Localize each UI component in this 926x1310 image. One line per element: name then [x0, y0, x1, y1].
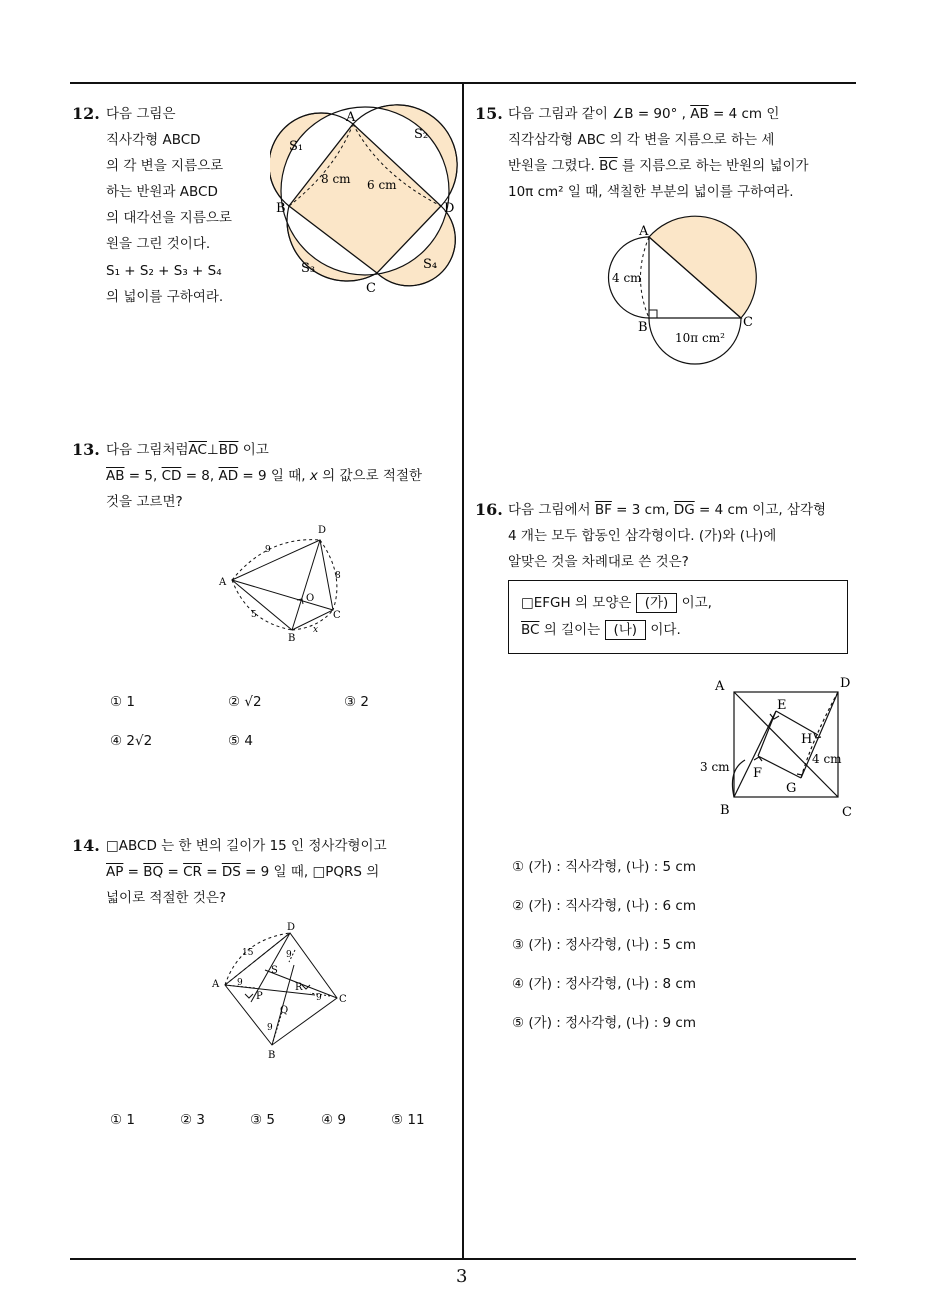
- q16-box-line1-post: 이고,: [677, 595, 712, 611]
- q14-number: 14.: [72, 836, 100, 855]
- q13-l2b: = 8,: [181, 468, 219, 484]
- q16-seg-DG: $\overline{DG}$: [673, 502, 695, 518]
- q15-line3: [508, 153, 809, 179]
- q15-right-angle: [649, 310, 657, 318]
- q13-label-A: A: [219, 577, 227, 588]
- q13-line1-post: 이고: [238, 442, 269, 458]
- q14-seg-CR: $\overline{CR}$: [183, 864, 202, 880]
- q16-label-F: F: [753, 766, 763, 781]
- q14-label-9a: 9: [237, 978, 243, 988]
- q12-label-6cm: 6 cm: [367, 178, 397, 192]
- q15-line1: [508, 101, 779, 127]
- q12-label-C: C: [366, 281, 376, 296]
- q14-line2-post: = 9 일 때, □PQRS 의: [240, 864, 380, 880]
- q14-option-1[interactable]: ① 1: [110, 1112, 135, 1128]
- q13-option-4[interactable]: ④ 2√2: [110, 733, 153, 749]
- q14-label-S: S: [271, 965, 278, 976]
- q13-label-B: B: [288, 633, 296, 644]
- q15-dashed-arc: [641, 237, 650, 318]
- q16-line2: 4 개는 모두 합동인 삼각형이다. (가)와 (나)에: [508, 528, 777, 544]
- q14-label-C: C: [339, 994, 347, 1005]
- q13-l2a: = 5,: [124, 468, 162, 484]
- q13-line2: [106, 463, 422, 489]
- q16-label-D: D: [840, 676, 851, 691]
- q13-perp: ⊥: [206, 442, 219, 458]
- q13-l2c: = 9 일 때,: [238, 468, 310, 484]
- q15-shaded-semicircle: [649, 216, 756, 318]
- q12-line3: 의 각 변을 지름으로: [106, 158, 224, 174]
- q16-line1-pre: 다음 그림에서: [508, 502, 595, 518]
- q15-number: 15.: [475, 104, 503, 123]
- q16-box-line1: [521, 592, 712, 614]
- q14-seg-DS: $\overline{DS}$: [221, 864, 241, 880]
- q15-label-4cm: 4 cm: [612, 271, 642, 285]
- q14-option-4[interactable]: ④ 9: [321, 1112, 346, 1128]
- q14-label-15: 15: [242, 948, 254, 958]
- q13-label-8: 8: [335, 571, 341, 581]
- q14-label-Q: Q: [280, 1005, 289, 1016]
- q16-blank-na: (나): [605, 620, 647, 640]
- bottom-rule: [70, 1258, 856, 1260]
- q14-label-B: B: [268, 1050, 276, 1061]
- q14-seg-BQ: $\overline{BQ}$: [143, 864, 164, 880]
- q15-line3-pre: 반원을 그렸다.: [508, 158, 600, 174]
- q12-label-B: B: [276, 201, 286, 216]
- q16-line1: [508, 497, 826, 523]
- q16-line1-post: = 4 cm 이고, 삼각형: [694, 502, 827, 518]
- page-number: 3: [456, 1266, 468, 1287]
- q14-eq3: =: [201, 864, 222, 880]
- q16-label-G: G: [786, 781, 797, 796]
- q16-box-seg-BC: $\overline{BC}$: [521, 622, 540, 638]
- q16-box-line2-post: 이다.: [646, 622, 681, 638]
- q14-option-3[interactable]: ③ 5: [250, 1112, 275, 1128]
- q13-label-D: D: [318, 525, 327, 536]
- q12-line8: 의 넓이를 구하여라.: [106, 289, 224, 305]
- q14-option-5[interactable]: ⑤ 11: [391, 1112, 425, 1128]
- q12-label-S1: S₁: [289, 139, 304, 154]
- q16-box-line2-pre: 의 길이는: [539, 622, 605, 638]
- q14-label-9d: 9: [267, 1023, 273, 1033]
- q15-label-B: B: [638, 320, 648, 335]
- q13-label-5: 5: [251, 610, 257, 620]
- q12-line2: 직사각형 ABCD: [106, 132, 201, 148]
- q14-label-R: R: [295, 982, 303, 993]
- q13-label-9: 9: [265, 545, 271, 555]
- q12-line1: 다음 그림은: [106, 106, 176, 122]
- q13-seg-AD: $\overline{AD}$: [218, 468, 239, 484]
- q15-line4: 10π cm² 일 때, 색칠한 부분의 넓이를 구하여라.: [508, 184, 794, 200]
- q15-seg-AB: $\overline{AB}$: [690, 106, 709, 122]
- q13-label-x: x: [313, 625, 319, 635]
- q16-label-E: E: [777, 698, 787, 713]
- q14-label-9b: 9: [286, 950, 292, 960]
- q13-option-2[interactable]: ② √2: [228, 694, 262, 710]
- q13-figure: [215, 520, 365, 645]
- q16-label-A: A: [715, 679, 725, 694]
- q16-label-4cm: 4 cm: [812, 752, 842, 766]
- q14-label-9c: 9: [316, 993, 322, 1003]
- q14-label-D: D: [287, 922, 296, 933]
- q16-option-2[interactable]: ② (가) : 직사각형, (나) : 6 cm: [512, 898, 697, 914]
- q13-label-C: C: [333, 610, 341, 621]
- q16-label-B: B: [720, 803, 730, 818]
- q16-blank-ga: (가): [636, 593, 678, 613]
- q12-line7: S₁ + S₂ + S₃ + S₄: [106, 263, 222, 279]
- q13-label-O: O: [306, 593, 315, 604]
- q13-option-1[interactable]: ① 1: [110, 694, 135, 710]
- q13-option-5[interactable]: ⑤ 4: [228, 733, 253, 749]
- q12-label-D: D: [444, 201, 455, 216]
- q12-line4: 하는 반원과 ABCD: [106, 184, 218, 200]
- q13-line1-pre: 다음 그림처럼: [106, 442, 189, 458]
- q16-label-3cm: 3 cm: [700, 760, 730, 774]
- q12-line5: 의 대각선을 지름으로: [106, 210, 232, 226]
- q14-eq1: =: [123, 864, 144, 880]
- q13-l2d: 의 값으로 적절한: [317, 468, 423, 484]
- q12-label-S4: S₄: [423, 257, 438, 272]
- q13-line1: [106, 437, 269, 463]
- q12-label-S3: S₃: [301, 261, 316, 276]
- q16-box-line2: [521, 619, 681, 641]
- q14-line2: [106, 859, 379, 885]
- q16-label-H: H: [801, 732, 813, 747]
- q15-line1-post: = 4 cm 인: [708, 106, 780, 122]
- q13-seg-CD: $\overline{CD}$: [161, 468, 182, 484]
- q13-seg-BD: $\overline{BD}$: [218, 442, 239, 458]
- q16-figure: [695, 672, 860, 822]
- q16-option-1[interactable]: ① (가) : 직사각형, (나) : 5 cm: [512, 859, 697, 875]
- q13-var-x: x: [309, 468, 318, 484]
- q13-seg-AC: $\overline{AC}$: [188, 442, 207, 458]
- q14-figure: [205, 915, 355, 1065]
- q14-option-2[interactable]: ② 3: [180, 1112, 205, 1128]
- q12-line6: 원을 그린 것이다.: [106, 236, 211, 252]
- q16-option-3[interactable]: ③ (가) : 정사각형, (나) : 5 cm: [512, 937, 697, 953]
- q12-label-8cm: 8 cm: [321, 172, 351, 186]
- q15-line2: 직각삼각형 ABC 의 각 변을 지름으로 하는 세: [508, 132, 775, 148]
- q16-option-4[interactable]: ④ (가) : 정사각형, (나) : 8 cm: [512, 976, 697, 992]
- q14-line1: □ABCD 는 한 변의 길이가 15 인 정사각형이고: [106, 838, 387, 854]
- q15-line3-post: 를 지름으로 하는 반원의 넓이가: [617, 158, 809, 174]
- q14-seg-AP: $\overline{AP}$: [106, 864, 124, 880]
- q14-eq2: =: [163, 864, 184, 880]
- q16-option-5[interactable]: ⑤ (가) : 정사각형, (나) : 9 cm: [512, 1015, 697, 1031]
- q16-line1-mid: = 3 cm,: [611, 502, 674, 518]
- q15-label-area: 10π cm²: [675, 331, 725, 345]
- q16-condition-box: [508, 580, 848, 654]
- q16-line3: 알맞은 것을 차례대로 쓴 것은?: [508, 554, 689, 570]
- q16-seg-BF: $\overline{BF}$: [594, 502, 612, 518]
- q12-number: 12.: [72, 104, 100, 123]
- q12-figure: [270, 104, 470, 300]
- q13-line3: 것을 고르면?: [106, 494, 183, 510]
- q15-label-A: A: [639, 224, 649, 239]
- q16-box-line1-pre: □EFGH 의 모양은: [521, 595, 636, 611]
- q14-label-P: P: [256, 991, 263, 1002]
- q15-seg-BC: $\overline{BC}$: [599, 158, 618, 174]
- q14-label-A: A: [212, 979, 220, 990]
- q14-line3: 넓이로 적절한 것은?: [106, 890, 227, 906]
- q16-label-C: C: [842, 805, 852, 820]
- q15-label-C: C: [743, 315, 753, 330]
- q13-seg-AB: $\overline{AB}$: [106, 468, 125, 484]
- q12-label-S2: S₂: [414, 127, 429, 142]
- q12-label-A: A: [346, 110, 356, 125]
- q15-figure: [605, 215, 780, 370]
- q16-number: 16.: [475, 500, 503, 519]
- q13-number: 13.: [72, 440, 100, 459]
- q13-option-3[interactable]: ③ 2: [344, 694, 369, 710]
- q15-line1-pre: 다음 그림과 같이 ∠B = 90° ,: [508, 106, 691, 122]
